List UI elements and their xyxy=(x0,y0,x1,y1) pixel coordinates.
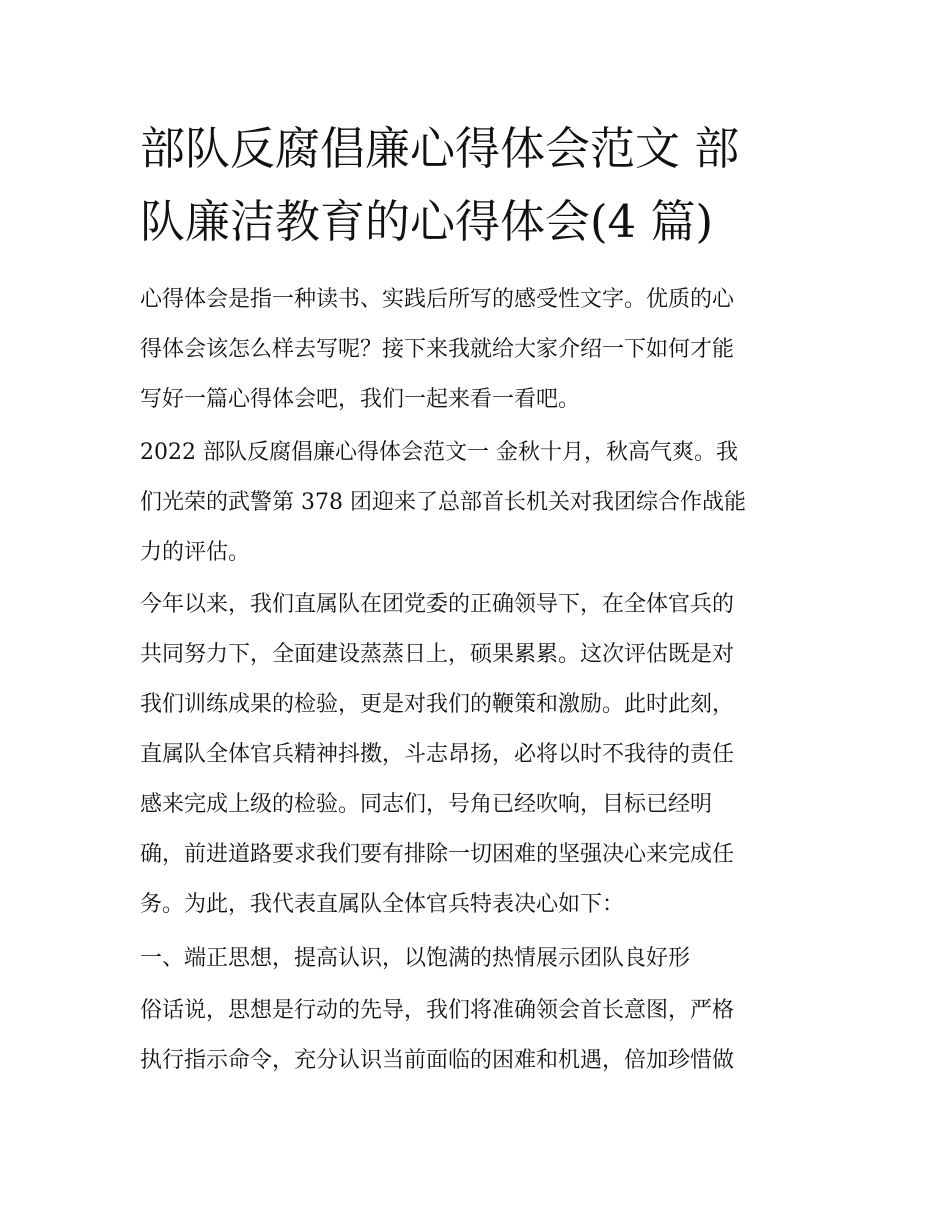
paragraph-line: 力的评估。 xyxy=(140,540,251,565)
paragraph-line: 们光荣的武警第 378 团迎来了总部首长机关对我团综合作战能 xyxy=(140,490,746,515)
commitment-paragraph xyxy=(140,580,820,930)
paragraph-line: 确，前进道路要求我们要有排除一切困难的坚强决心来完成任 xyxy=(140,842,735,867)
paragraph-line: 俗话说，思想是行动的先导，我们将准确领会首长意图，严格 xyxy=(140,998,735,1023)
paragraph-line: 我们训练成果的检验，更是对我们的鞭策和激励。此时此刻， xyxy=(140,692,735,717)
paragraph-line: 执行指示命令，充分认识当前面临的困难和机遇，倍加珍惜做 xyxy=(140,1048,735,1073)
intro-paragraph xyxy=(140,275,820,425)
section-heading-line: 一、端正思想，提高认识，以饱满的热情展示团队良好形 xyxy=(140,946,691,971)
essay-one-opening-paragraph xyxy=(140,428,820,578)
paragraph-line: 今年以来，我们直属队在团党委的正确领导下，在全体官兵的 xyxy=(140,592,735,617)
title-line: 部队反腐倡廉心得体会范文 部 xyxy=(140,122,740,175)
paragraph-line: 感来完成上级的检验。同志们，号角已经吹响，目标已经明 xyxy=(140,792,713,817)
paragraph-line: 得体会该怎么样去写呢？接下来我就给大家介绍一下如何才能 xyxy=(140,337,735,362)
document-title xyxy=(140,112,820,258)
paragraph-line: 写好一篇心得体会吧，我们一起来看一看吧。 xyxy=(140,387,581,412)
paragraph-line: 2022 部队反腐倡廉心得体会范文一 金秋十月，秋高气爽。我 xyxy=(140,440,738,465)
section-one-paragraph xyxy=(140,986,820,1086)
paragraph-line: 务。为此，我代表直属队全体官兵特表决心如下： xyxy=(140,892,625,917)
paragraph-line: 心得体会是指一种读书、实践后所写的感受性文字。优质的心 xyxy=(140,287,735,312)
paragraph-line: 共同努力下，全面建设蒸蒸日上，硕果累累。这次评估既是对 xyxy=(140,642,735,667)
title-line: 队廉洁教育的心得体会(4 篇) xyxy=(140,195,714,248)
section-heading-one xyxy=(140,934,820,984)
paragraph-line: 直属队全体官兵精神抖擞，斗志昂扬，必将以时不我待的责任 xyxy=(140,742,735,767)
